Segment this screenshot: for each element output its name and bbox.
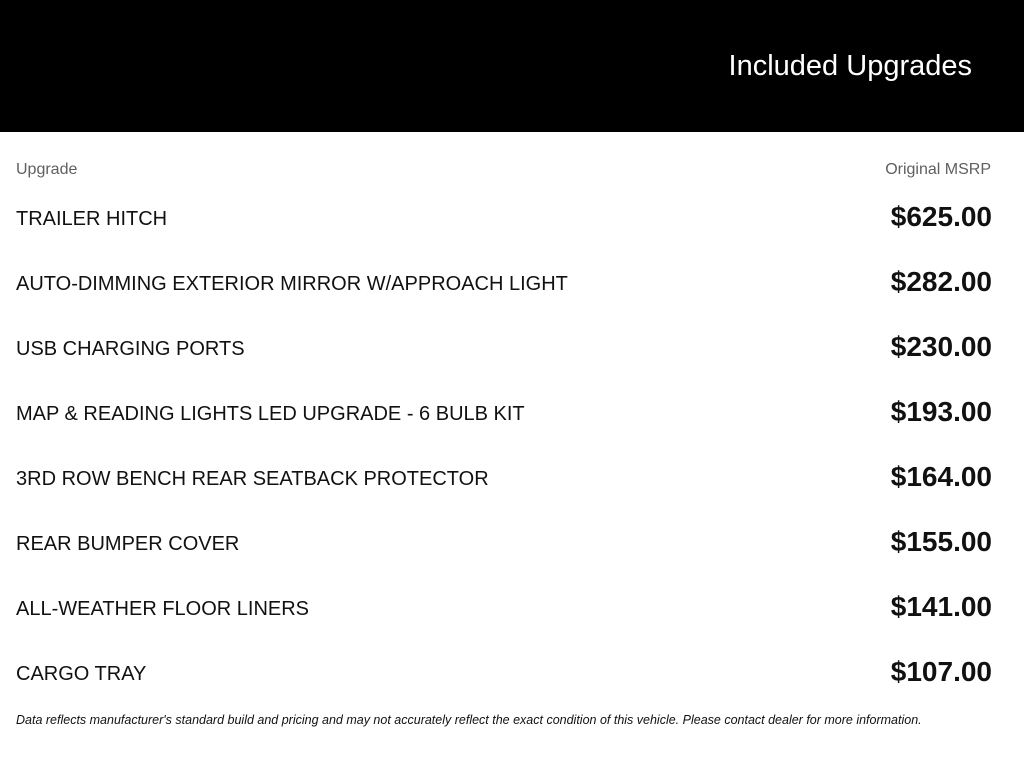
upgrade-name: MAP & READING LIGHTS LED UPGRADE - 6 BULB KIT bbox=[16, 403, 525, 425]
disclaimer-text: Data reflects manufacturer's standard build and pricing and may not accurately reflect the exact condition of this vehicle. Please contact dealer for more information. bbox=[16, 713, 922, 727]
upgrade-price: $107.00 bbox=[890, 656, 992, 687]
page-title: Included Upgrades bbox=[728, 50, 972, 82]
upgrade-price: $164.00 bbox=[890, 461, 992, 492]
list-item bbox=[0, 184, 1024, 249]
upgrade-price: $193.00 bbox=[890, 396, 992, 427]
header-banner bbox=[0, 0, 1024, 132]
list-item bbox=[0, 314, 1024, 379]
column-header-msrp: Original MSRP bbox=[885, 161, 991, 178]
upgrade-name: REAR BUMPER COVER bbox=[16, 533, 240, 555]
list-item bbox=[0, 249, 1024, 314]
upgrade-price: $141.00 bbox=[890, 591, 992, 622]
list-item bbox=[0, 574, 1024, 639]
upgrade-name: TRAILER HITCH bbox=[16, 208, 168, 230]
column-header-upgrade: Upgrade bbox=[16, 161, 78, 178]
upgrade-price: $282.00 bbox=[890, 266, 992, 297]
list-item bbox=[0, 639, 1024, 704]
list-item bbox=[0, 379, 1024, 444]
upgrade-name: 3RD ROW BENCH REAR SEATBACK PROTECTOR bbox=[16, 468, 489, 490]
upgrade-price: $155.00 bbox=[890, 526, 992, 557]
upgrade-name: CARGO TRAY bbox=[16, 663, 147, 685]
upgrade-name: USB CHARGING PORTS bbox=[16, 338, 245, 360]
upgrade-name: AUTO-DIMMING EXTERIOR MIRROR W/APPROACH LIGHT bbox=[16, 273, 568, 295]
upgrade-price: $230.00 bbox=[890, 331, 992, 362]
upgrades-list bbox=[0, 184, 1024, 704]
upgrade-name: ALL-WEATHER FLOOR LINERS bbox=[16, 598, 310, 620]
list-item bbox=[0, 509, 1024, 574]
list-item bbox=[0, 444, 1024, 509]
upgrade-price: $625.00 bbox=[890, 201, 992, 232]
